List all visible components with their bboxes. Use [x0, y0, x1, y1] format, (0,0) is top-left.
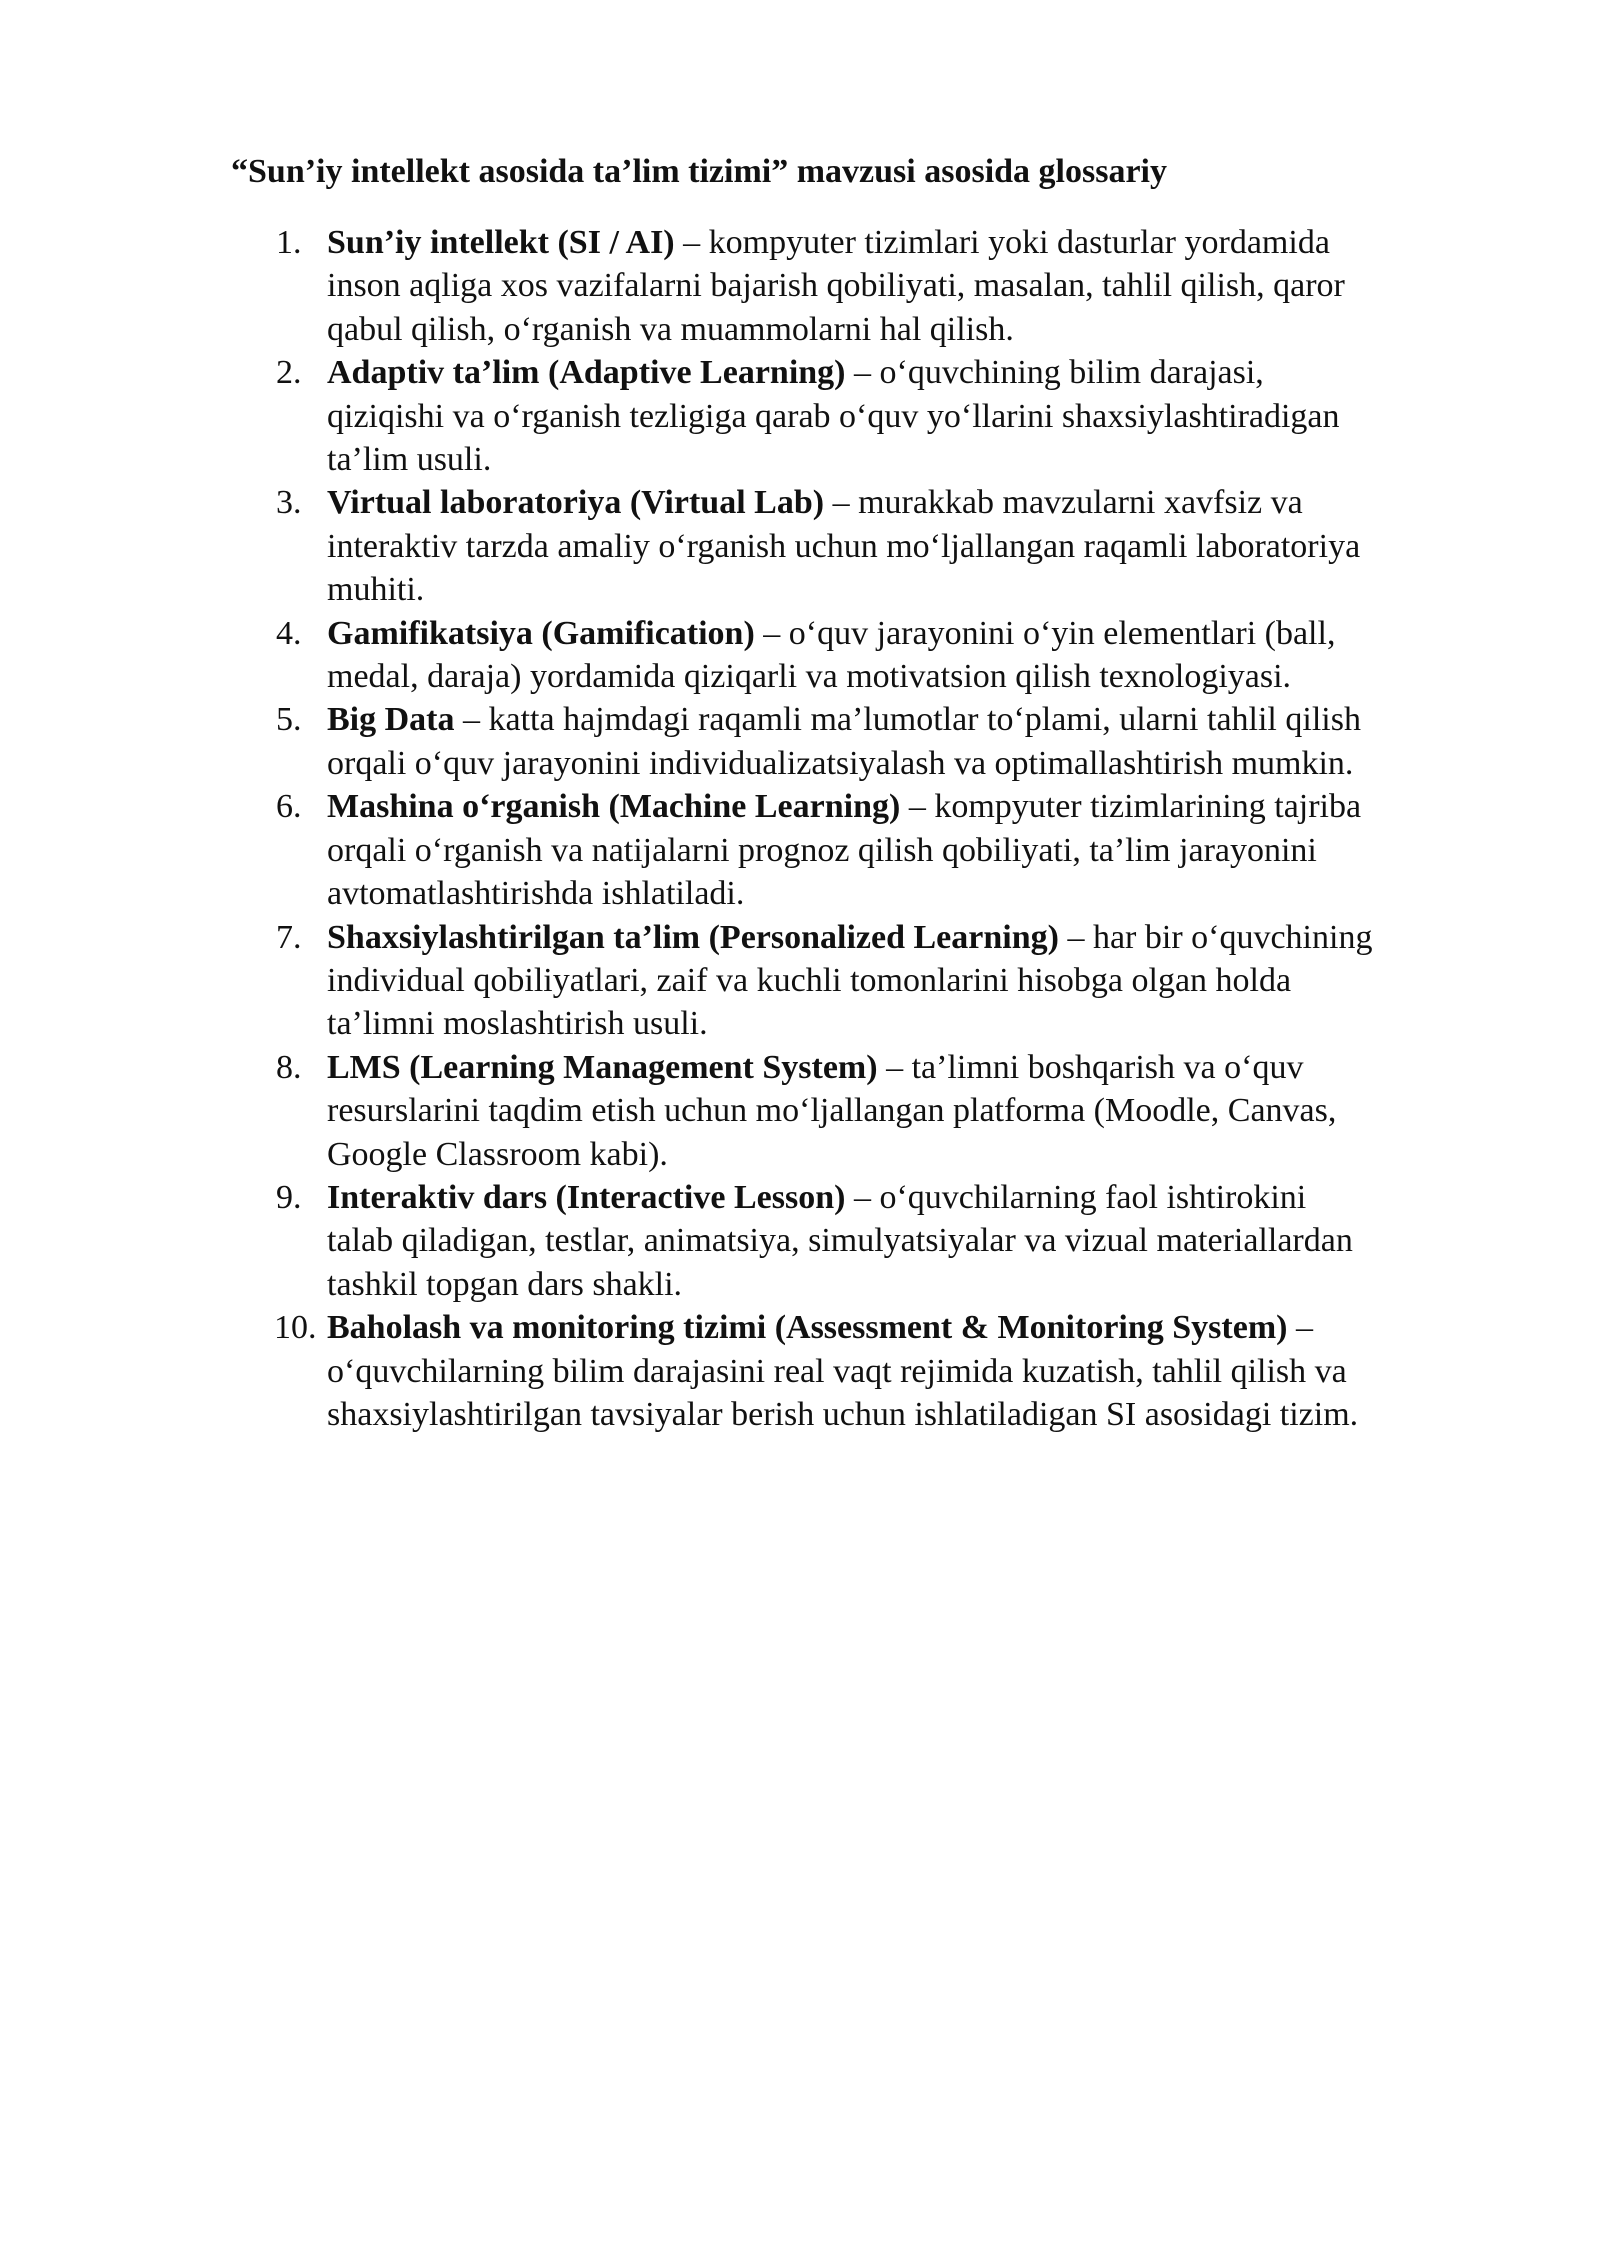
entry-line: o‘quvchilarning bilim darajasini real vaqt rejimida kuzatish, tahlil qilish va [327, 1352, 1347, 1390]
entry-line: Google Classroom kabi). [327, 1135, 668, 1173]
entry-line: muhiti. [327, 571, 425, 609]
glossary-entry-9 [0, 1176, 1507, 1306]
entry-term: Interaktiv dars (Interactive Lesson) [327, 1178, 846, 1216]
entry-definition: – o‘quvchining bilim darajasi, [845, 354, 1264, 392]
entry-term: Gamifikatsiya (Gamification) [327, 614, 755, 652]
entry-term: LMS (Learning Management System) [327, 1048, 878, 1086]
document-title: “Sun’iy intellekt asosida ta’lim tizimi” mavzusi asosida glossariy [231, 153, 1167, 190]
entry-line: shaxsiylashtirilgan tavsiyalar berish uchun ishlatiladigan SI asosidagi tizim. [327, 1395, 1359, 1433]
entry-number: 5. [276, 701, 302, 739]
entry-definition: – ta’limni boshqarish va o‘quv [877, 1048, 1304, 1086]
entry-definition: – kompyuter tizimlari yoki dasturlar yordamida [674, 224, 1330, 261]
glossary-entry-3 [0, 481, 1507, 611]
entry-line [327, 612, 1507, 655]
glossary-entry-1 [0, 221, 1507, 351]
entry-line: orqali o‘rganish va natijalarni prognoz qilish qobiliyati, ta’lim jarayonini [327, 831, 1317, 869]
entry-line: ta’lim usuli. [327, 441, 492, 479]
entry-number: 2. [276, 354, 302, 392]
glossary-entry-7 [0, 916, 1507, 1046]
entry-term: Adaptiv ta’lim (Adaptive Learning) [327, 354, 846, 392]
glossary-entry-8 [0, 1046, 1507, 1176]
entry-number: 3. [276, 484, 302, 522]
entry-term: Shaxsiylashtirilgan ta’lim (Personalized Learning) [327, 918, 1059, 956]
entry-line: qabul qilish, o‘rganish va muammolarni hal qilish. [327, 310, 1014, 348]
entry-definition: – murakkab mavzularni xavfsiz va [824, 484, 1303, 522]
entry-number: 4. [276, 614, 302, 652]
entry-term: Mashina o‘rganish (Machine Learning) [327, 788, 901, 826]
entry-definition: – o‘quvchilarning faol ishtirokini [845, 1178, 1307, 1216]
glossary-entry-6 [0, 785, 1507, 915]
entry-line: talab qiladigan, testlar, animatsiya, simulyatsiyalar va vizual materiallardan [327, 1222, 1353, 1260]
entry-term: Baholash va monitoring tizimi (Assessment & Monitoring System) [327, 1309, 1288, 1347]
entry-number: 10. [274, 1309, 317, 1347]
entry-line: interaktiv tarzda amaliy o‘rganish uchun mo‘ljallangan raqamli laboratoriya [327, 527, 1361, 565]
glossary-list [0, 221, 1507, 1436]
entry-definition: – kompyuter tizimlarining tajriba [900, 788, 1362, 826]
glossary-entry-10 [0, 1306, 1507, 1436]
entry-line: individual qobiliyatlari, zaif va kuchli tomonlarini hisobga olgan holda [327, 961, 1292, 999]
entry-line: ta’limni moslashtirish usuli. [327, 1005, 708, 1043]
entry-line: inson aqliga xos vazifalarni bajarish qobiliyati, masalan, tahlil qilish, qaror [327, 267, 1345, 305]
entry-line: qiziqishi va o‘rganish tezligiga qarab o‘quv yo‘llarini shaxsiylashtiradigan [327, 397, 1340, 435]
entry-term: Virtual laboratoriya (Virtual Lab) [327, 484, 825, 522]
entry-line [327, 221, 1507, 264]
entry-term: Sun’iy intellekt (SI / AI) [327, 224, 675, 261]
entry-definition: – o‘quv jarayonini o‘yin elementlari (ball, [754, 614, 1336, 652]
entry-term: Big Data [327, 701, 455, 739]
entry-number: 8. [276, 1048, 302, 1086]
entry-line [327, 785, 1507, 828]
entry-number: 6. [276, 788, 302, 826]
entry-line [327, 916, 1507, 959]
entry-definition: – [1287, 1309, 1313, 1347]
entry-line: medal, daraja) yordamida qiziqarli va motivatsion qilish texnologiyasi. [327, 658, 1292, 696]
entry-number: 9. [276, 1178, 302, 1216]
entry-line [327, 1306, 1507, 1349]
entry-line: resurslarini taqdim etish uchun mo‘ljallangan platforma (Moodle, Canvas, [327, 1092, 1337, 1130]
entry-number: 7. [276, 918, 302, 956]
glossary-entry-5 [0, 698, 1507, 785]
entry-definition: – har bir o‘quvchining [1058, 918, 1373, 956]
entry-line: orqali o‘quv jarayonini individualizatsiyalash va optimallashtirish mumkin. [327, 744, 1354, 782]
entry-line [327, 1046, 1507, 1089]
entry-line [327, 351, 1507, 394]
entry-line: avtomatlashtirishda ishlatiladi. [327, 875, 745, 913]
entry-definition: – katta hajmdagi raqamli ma’lumotlar to‘plami, ularni tahlil qilish [454, 701, 1361, 739]
glossary-entry-2 [0, 351, 1507, 481]
glossary-entry-4 [0, 612, 1507, 699]
entry-line [327, 1176, 1507, 1219]
entry-number: 1. [276, 224, 302, 261]
entry-line [327, 481, 1507, 524]
entry-line [327, 698, 1507, 741]
entry-line: tashkil topgan dars shakli. [327, 1265, 683, 1303]
